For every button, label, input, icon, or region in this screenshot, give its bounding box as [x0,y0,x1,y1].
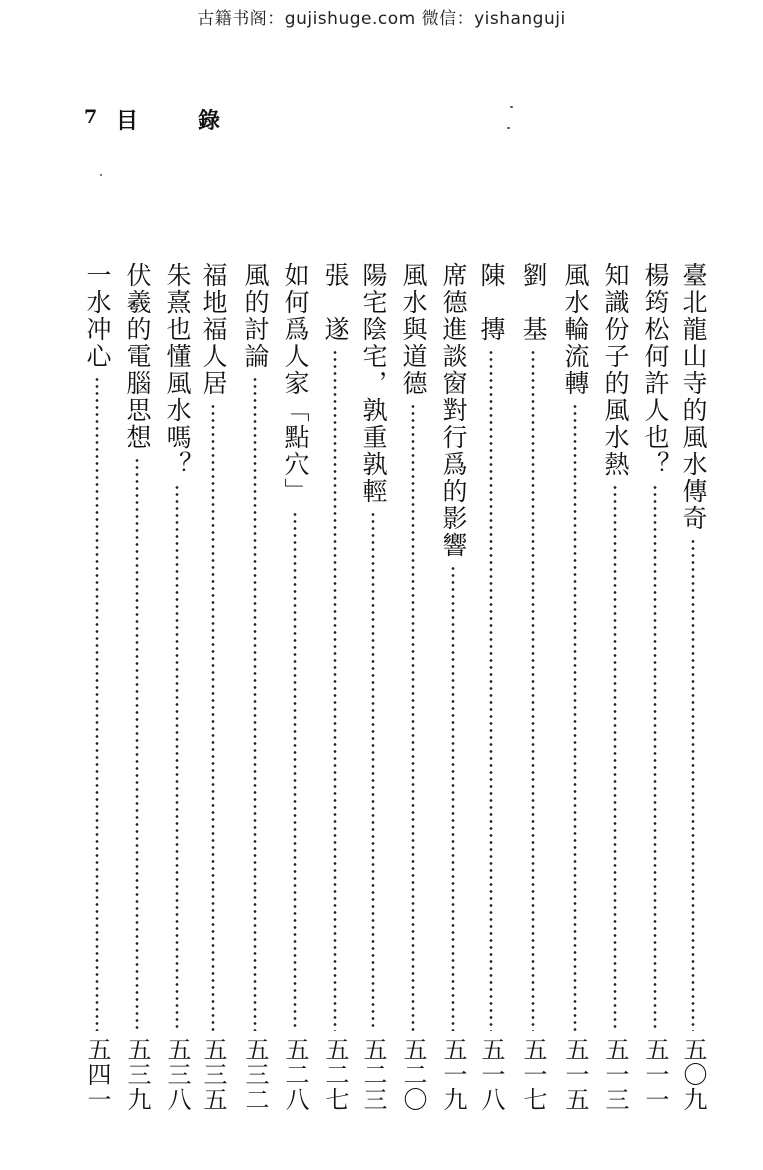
toc-entry-page: 五三九 [123,1037,151,1112]
toc-entry[interactable] [318,262,352,1112]
toc-entry-page: 五二七 [321,1037,349,1112]
toc-entry-title: 楊筠松何許人也？ [641,262,670,478]
toc-entry[interactable] [676,262,710,1112]
toc-entry-page: 五一三 [601,1037,629,1112]
toc-entry-title: 福地福人居 [199,262,228,397]
toc-entry[interactable] [436,262,470,1112]
toc-dot-leader [253,376,257,1031]
toc-entry-page: 五二〇 [399,1037,427,1112]
toc-entry[interactable] [160,262,194,1112]
toc-entry-page: 五一九 [439,1037,467,1112]
toc-dot-leader [531,349,535,1031]
toc-entry-title: 臺北龍山寺的風水傳奇 [679,262,708,532]
toc-entry-title: 伏羲的電腦思想 [123,262,152,451]
toc-entry[interactable] [474,262,508,1112]
toc-entry[interactable] [120,262,154,1112]
toc-entry-title: 席德進談窗對行爲的影響 [439,262,468,559]
running-title-char-1: 目 [116,108,139,134]
toc-entry[interactable] [558,262,592,1112]
toc-entry-page: 五三五 [199,1037,227,1112]
scan-speck [510,106,513,108]
toc-entry[interactable] [238,262,272,1112]
toc-entry-page: 五四一 [83,1037,111,1112]
toc-dot-leader [489,349,493,1031]
toc-entry[interactable] [356,262,390,1112]
toc-entry-page: 五一五 [561,1037,589,1112]
toc-dot-leader [411,403,415,1031]
toc-dot-leader [653,484,657,1031]
toc-entry[interactable] [80,262,114,1112]
toc-dot-leader [135,457,139,1031]
toc-entry-title: 風水輪流轉 [561,262,590,397]
toc-entry[interactable] [516,262,550,1112]
toc-dot-leader [573,403,577,1031]
toc-dot-leader [451,565,455,1031]
toc-entry-title: 張 遂 [321,262,350,343]
toc-entry-page: 五二三 [359,1037,387,1112]
scan-speck [100,174,102,176]
toc-entry[interactable] [598,262,632,1112]
toc-dot-leader [371,511,375,1031]
toc-entry-page: 五二八 [281,1037,309,1112]
toc-entry[interactable] [638,262,672,1112]
toc-dot-leader [613,484,617,1031]
toc-entry-title: 如何爲人家「點穴」 [281,262,310,505]
toc-entry-title: 陳 摶 [477,262,506,343]
toc-entry-title: 劉 基 [519,262,548,343]
toc-entry-page: 五三二 [241,1037,269,1112]
toc-dot-leader [293,511,297,1031]
toc-entry[interactable] [196,262,230,1112]
toc-entry[interactable] [396,262,430,1112]
toc-dot-leader [175,484,179,1031]
toc-dot-leader [691,538,695,1031]
toc-entry-page: 五一七 [519,1037,547,1112]
running-title-char-2: 錄 [198,108,221,134]
toc-entry-title: 朱熹也懂風水嗎？ [163,262,192,478]
toc-dot-leader [333,349,337,1031]
scan-speck [507,127,510,129]
toc-entry-title: 知識份子的風水熱 [601,262,630,478]
watermark-text: 古籍书阁：gujishuge.com 微信：yishanguji [197,9,566,29]
toc-entry-title: 風的討論 [241,262,270,370]
toc-entry-page: 五一八 [477,1037,505,1112]
page-number: 7 [84,106,98,128]
toc-entry-page: 五〇九 [679,1037,707,1112]
toc-entry-title: 陽宅陰宅，孰重孰輕 [359,262,388,505]
table-of-contents [80,262,720,1112]
toc-entry-page: 五一一 [641,1037,669,1112]
toc-entry-page: 五三八 [163,1037,191,1112]
toc-entry[interactable] [278,262,312,1112]
toc-entry-title: 風水與道德 [399,262,428,397]
toc-dot-leader [211,403,215,1031]
toc-dot-leader [95,376,99,1031]
toc-entry-title: 一水冲心 [83,262,112,370]
